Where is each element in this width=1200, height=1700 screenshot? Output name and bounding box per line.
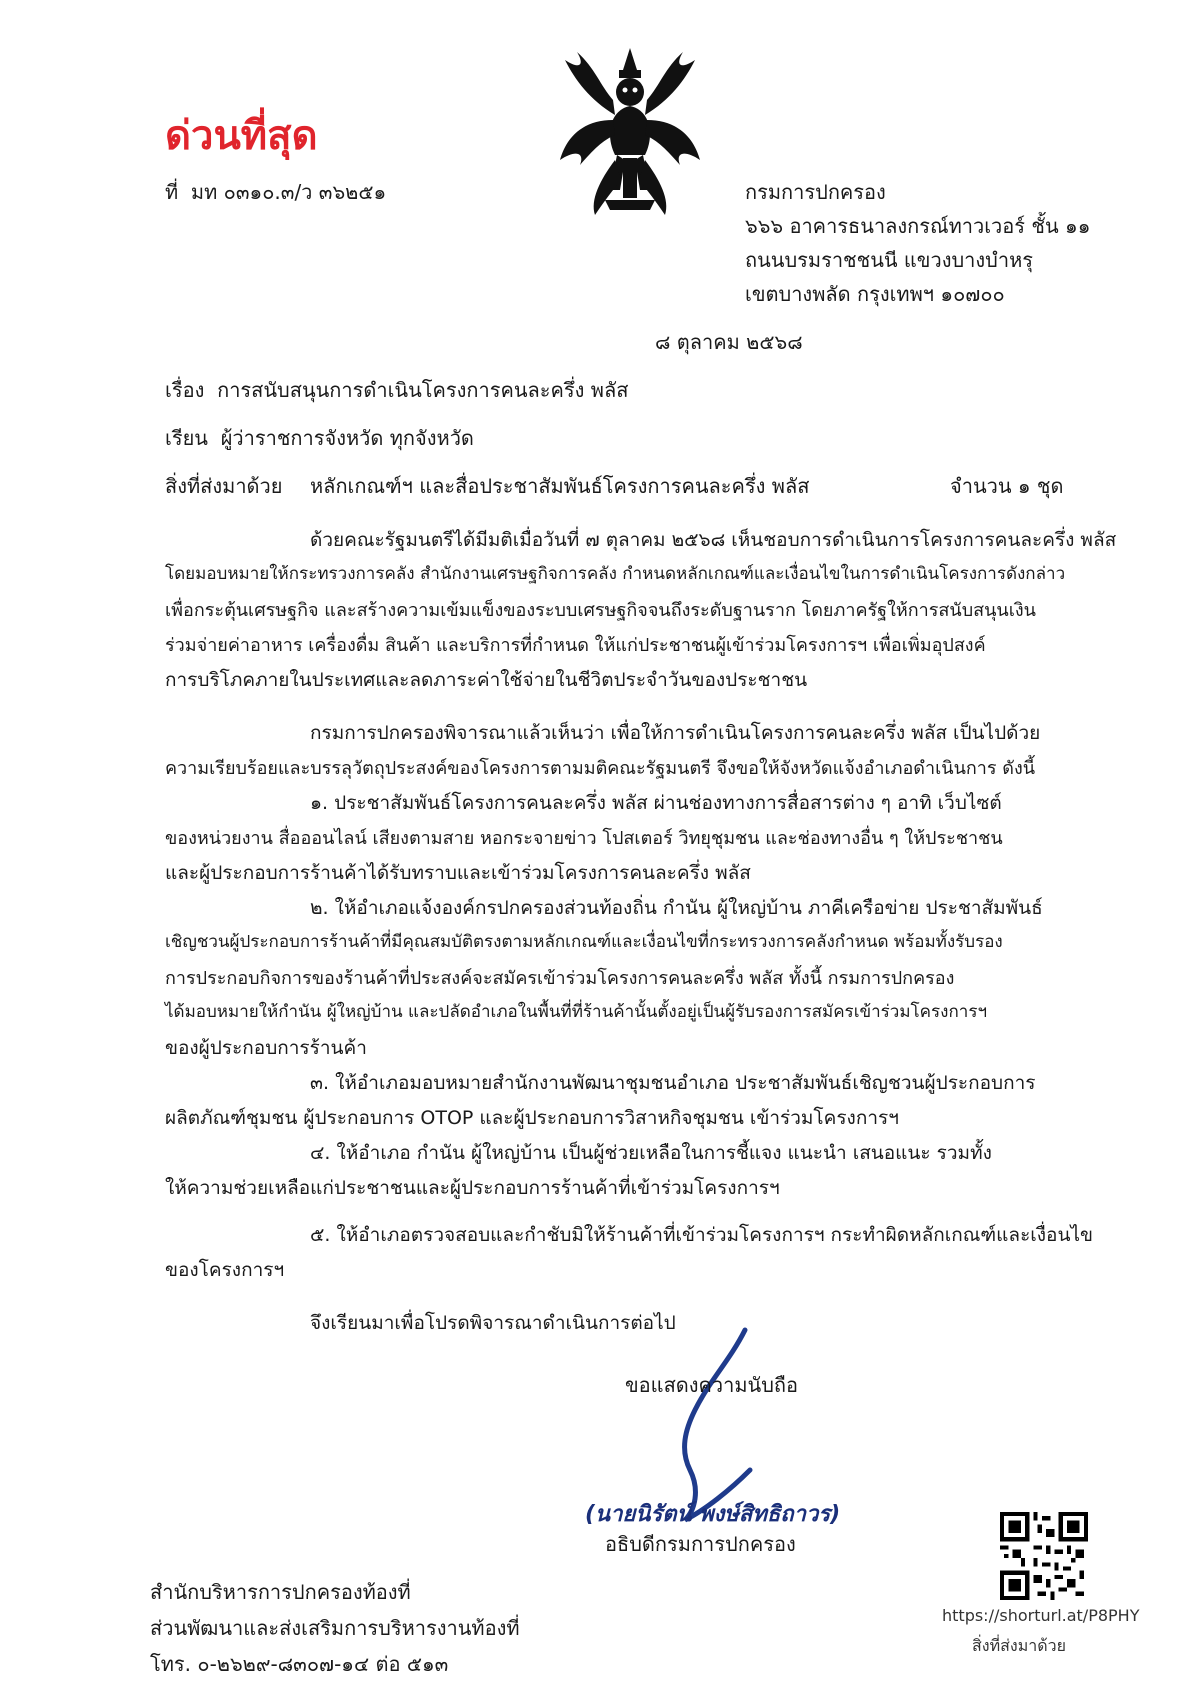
recipient-label: เรียน	[165, 426, 208, 450]
body-line: การประกอบกิจการของร้านค้าที่ประสงค์จะสมัครเข้าร่วมโครงการคนละครึ่ง พลัส ทั้งนี้ กรมการปกครอง	[165, 968, 955, 989]
reference-number	[165, 180, 386, 204]
letter-date: ๘ ตุลาคม ๒๕๖๘	[655, 330, 803, 354]
subject-line	[165, 378, 628, 402]
footer-phone: โทร. ๐-๒๖๒๙-๘๓๐๗-๑๔ ต่อ ๕๑๓	[150, 1652, 449, 1676]
qr-url: https://shorturl.at/P8PHY	[942, 1606, 1140, 1625]
qr-caption: สิ่งที่ส่งมาด้วย	[972, 1636, 1066, 1655]
body-line: ได้มอบหมายให้กำนัน ผู้ใหญ่บ้าน และปลัดอำเภอในพื้นที่ที่ร้านค้านั้นตั้งอยู่เป็นผู้รับรองการสมัครเข้าร่วมโครงการฯ	[165, 1002, 988, 1022]
garuda-emblem-icon	[555, 40, 705, 220]
body-line: ๔. ให้อำเภอ กำนัน ผู้ใหญ่บ้าน เป็นผู้ช่วยเหลือในการชี้แจง แนะนำ เสนอแนะ รวมทั้ง	[310, 1142, 992, 1164]
enclosure-label: สิ่งที่ส่งมาด้วย	[165, 474, 283, 498]
body-line: ของหน่วยงาน สื่อออนไลน์ เสียงตามสาย หอกระจายข่าว โปสเตอร์ วิทยุชุมชน และช่องทางอื่น ๆ ให้ประชาชน	[165, 828, 1003, 849]
sender-org: กรมการปกครอง	[745, 180, 886, 204]
closing-line: ขอแสดงความนับถือ	[625, 1373, 799, 1397]
body-line: ของโครงการฯ	[165, 1259, 285, 1281]
body-line: ให้ความช่วยเหลือแก่ประชาชนและผู้ประกอบการร้านค้าที่เข้าร่วมโครงการฯ	[165, 1177, 780, 1199]
recipient-text: ผู้ว่าราชการจังหวัด ทุกจังหวัด	[220, 426, 474, 450]
body-line: ร่วมจ่ายค่าอาหาร เครื่องดื่ม สินค้า และบริการที่กำหนด ให้แก่ประชาชนผู้เข้าร่วมโครงการฯ เพื่อเพิ่มอุปสงค์	[165, 635, 986, 656]
body-line: ของผู้ประกอบการร้านค้า	[165, 1037, 367, 1059]
reference-value: มท ๐๓๑๐.๓/ว ๓๖๒๕๑	[190, 180, 387, 204]
sender-address-line: เขตบางพลัด กรุงเทพฯ ๑๐๗๐๐	[745, 282, 1005, 306]
body-line: กรมการปกครองพิจารณาแล้วเห็นว่า เพื่อให้การดำเนินโครงการคนละครึ่ง พลัส เป็นไปด้วย	[310, 722, 1041, 744]
body-line: เพื่อกระตุ้นเศรษฐกิจ และสร้างความเข้มแข็งของระบบเศรษฐกิจจนถึงระดับฐานราก โดยภาครัฐให้การสนับสนุนเงิน	[165, 600, 1036, 621]
signer-name: (นายนิรัตน์ พงษ์สิทธิถาวร)	[585, 1502, 841, 1527]
body-line: ๓. ให้อำเภอมอบหมายสำนักงานพัฒนาชุมชนอำเภอ ประชาสัมพันธ์เชิญชวนผู้ประกอบการ	[310, 1072, 1036, 1094]
signer-title: อธิบดีกรมการปกครอง	[605, 1532, 796, 1556]
enclosure-amount: จำนวน ๑ ชุด	[950, 474, 1064, 498]
urgency-label: ด่วนที่สุด	[165, 113, 318, 159]
body-line: จึงเรียนมาเพื่อโปรดพิจารณาดำเนินการต่อไป	[310, 1312, 676, 1334]
body-line: และผู้ประกอบการร้านค้าได้รับทราบและเข้าร่วมโครงการคนละครึ่ง พลัส	[165, 862, 751, 884]
body-line: ด้วยคณะรัฐมนตรีได้มีมติเมื่อวันที่ ๗ ตุลาคม ๒๕๖๘ เห็นชอบการดำเนินการโครงการคนละครึ่ง พลัส	[310, 529, 1117, 551]
reference-label: ที่	[165, 180, 179, 204]
qr-code-icon	[1000, 1512, 1088, 1600]
footer-division: ส่วนพัฒนาและส่งเสริมการบริหารงานท้องที่	[150, 1616, 520, 1640]
body-line: โดยมอบหมายให้กระทรวงการคลัง สำนักงานเศรษฐกิจการคลัง กำหนดหลักเกณฑ์และเงื่อนไขในการดำเนินโครงการดังกล่าว	[165, 564, 1066, 584]
sender-address-line: ๖๖๖ อาคารธนาลงกรณ์ทาวเวอร์ ชั้น ๑๑	[745, 214, 1091, 238]
footer-office: สำนักบริหารการปกครองท้องที่	[150, 1580, 411, 1604]
body-line: การบริโภคภายในประเทศและลดภาระค่าใช้จ่ายในชีวิตประจำวันของประชาชน	[165, 669, 808, 691]
body-line: ๕. ให้อำเภอตรวจสอบและกำชับมิให้ร้านค้าที่เข้าร่วมโครงการฯ กระทำผิดหลักเกณฑ์และเงื่อนไข	[310, 1224, 1093, 1246]
body-line: เชิญชวนผู้ประกอบการร้านค้าที่มีคุณสมบัติตรงตามหลักเกณฑ์และเงื่อนไขที่กระทรวงการคลังกำหนด พร้อมทั้งรับรอง	[165, 932, 1003, 952]
body-line: ผลิตภัณฑ์ชุมชน ผู้ประกอบการ OTOP และผู้ประกอบการวิสาหกิจชุมชน เข้าร่วมโครงการฯ	[165, 1107, 899, 1129]
subject-text: การสนับสนุนการดำเนินโครงการคนละครึ่ง พลัส	[217, 378, 629, 402]
body-line: ความเรียบร้อยและบรรลุวัตถุประสงค์ของโครงการตามมติคณะรัฐมนตรี จึงขอให้จังหวัดแจ้งอำเภอดำเนินการ ดังนี้	[165, 758, 1036, 779]
sender-address-line: ถนนบรมราชชนนี แขวงบางบำหรุ	[745, 248, 1033, 272]
subject-label: เรื่อง	[165, 378, 205, 402]
enclosure-text: หลักเกณฑ์ฯ และสื่อประชาสัมพันธ์โครงการคนละครึ่ง พลัส	[310, 474, 810, 498]
body-line: ๒. ให้อำเภอแจ้งองค์กรปกครองส่วนท้องถิ่น กำนัน ผู้ใหญ่บ้าน ภาคีเครือข่าย ประชาสัมพันธ์	[310, 897, 1043, 919]
body-line: ๑. ประชาสัมพันธ์โครงการคนละครึ่ง พลัส ผ่านช่องทางการสื่อสารต่าง ๆ อาทิ เว็บไซต์	[310, 792, 1002, 814]
recipient-line	[165, 426, 474, 450]
